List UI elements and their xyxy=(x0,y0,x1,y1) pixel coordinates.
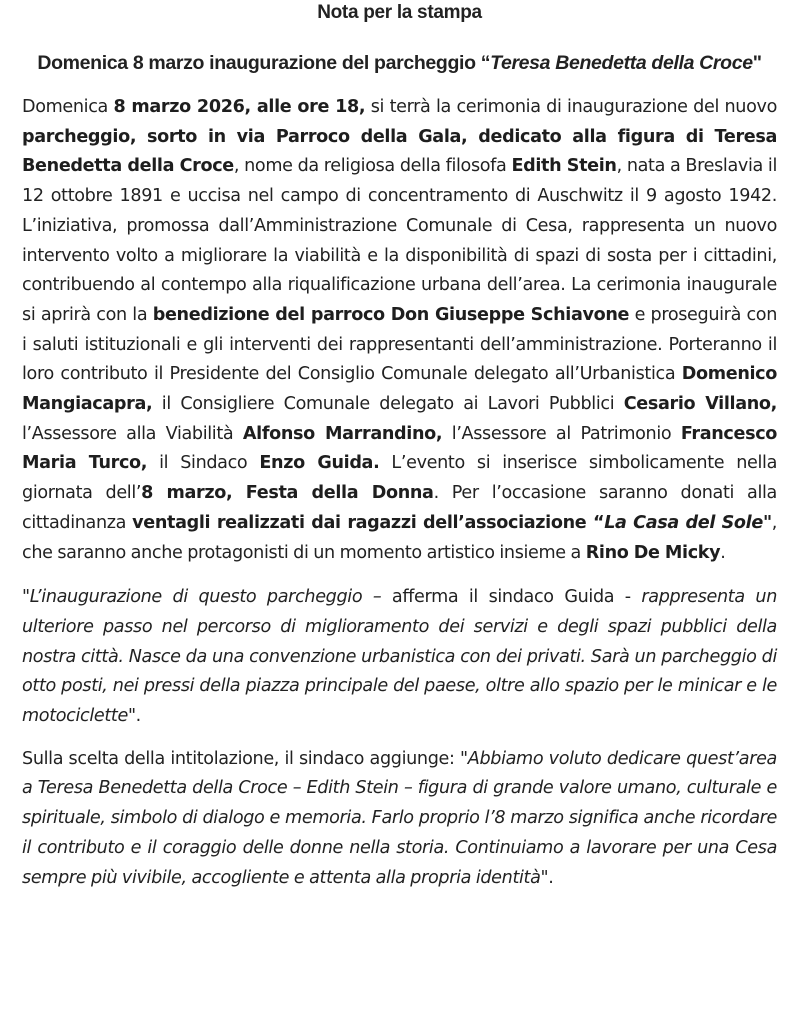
text-run: si terrà la cerimonia di inaugurazione del nuovo xyxy=(365,97,777,117)
bold-text-run: Alfonso Marrandino, xyxy=(242,423,443,444)
bold-text-run: parcheggio, sorto in via Parroco della Gala, dedicato alla figura di Teresa Benedetta della Croce xyxy=(22,126,777,177)
text-run: , nata a Breslavia il 12 ottobre 1891 e uccisa nel campo di concentramento di Auschwitz il 9 agosto 1942. L’iniziativa, promossa dall’Amministrazione Comunale di Cesa, rappresenta un nuovo intervento volto a migliorare la viabilità e la disponibilità di spazi di sosta per i cittadini, contribuendo al contempo alla riqualificazione urbana dell’area. La cerimonia inaugurale si aprirà con la xyxy=(22,156,777,325)
text-run: . Per l’occasione saranno donati alla cittadinanza xyxy=(22,483,777,533)
text-run: il Consigliere Comunale delegato ai Lavori Pubblici xyxy=(152,394,624,415)
bold-text-run: 8 marzo 2026, alle ore 18, xyxy=(113,97,366,117)
bold-text-run: " xyxy=(762,512,772,533)
text-run: . xyxy=(720,542,726,563)
bold-text-run: Rino De Micky xyxy=(585,542,721,563)
italic-text-run: L’inaugurazione di questo parcheggio – xyxy=(29,587,392,608)
text-run: " xyxy=(22,587,30,608)
document-label: Nota per la stampa xyxy=(317,2,482,23)
text-run: l’Assessore al Patrimonio xyxy=(442,423,681,444)
paragraph-mayor-quote xyxy=(22,583,777,732)
text-run: il Sindaco xyxy=(147,453,260,474)
text-run: , che saranno anche protagonisti di un momento artistico insieme a xyxy=(22,512,778,563)
text-run: l’Assessore alla Viabilità xyxy=(22,423,243,444)
headline-suffix: " xyxy=(752,52,762,74)
paragraph-dedication-quote xyxy=(22,745,777,894)
bold-text-run: La Casa del Sole xyxy=(604,512,763,533)
text-run: Domenica xyxy=(22,97,114,117)
italic-text-run: rappresenta un ulteriore passo nel percorso di miglioramento dei servizi e degli spazi pubblici della nostra città. Nasce da una convenzione urbanistica con dei privati. Sarà un parcheggio di otto posti, nei pressi della piazza principale del paese, oltre allo spazio per le minicar e le motociclette xyxy=(22,587,777,727)
bold-text-run: Cesario Villano, xyxy=(623,394,777,415)
italic-text-run: Abbiamo voluto dedicare quest’area a Teresa Benedetta della Croce – Edith Stein – figura di grande valore umano, culturale e spirituale, simbolo di dialogo e memoria. Farlo proprio l’8 marzo significa anche ricordare il contributo e il coraggio delle donne nella storia. Continuiamo a lavorare per una Cesa sempre più vivibile, accogliente e attenta alla propria identità xyxy=(22,748,777,888)
bold-text-run: Enzo Guida. xyxy=(259,453,380,474)
bold-text-run: benedizione del parroco Don Giuseppe Schiavone xyxy=(152,304,630,325)
text-run: afferma il sindaco Guida - xyxy=(391,587,642,608)
bold-text-run: Francesco Maria Turco, xyxy=(22,423,778,474)
text-run: Sulla scelta della intitolazione, il sindaco aggiunge: " xyxy=(22,748,468,769)
press-release-page xyxy=(22,0,777,893)
text-run: e proseguirà con i saluti istituzionali e gli interventi dei rappresentanti dell’amministrazione. Porteranno il loro contributo il Presidente del Consiglio Comunale delegato all’Urbanistica xyxy=(22,304,778,385)
paragraph-event-details xyxy=(22,93,777,568)
bold-text-run: Edith Stein xyxy=(511,156,617,177)
text-run: ". xyxy=(127,706,141,727)
headline-prefix: Domenica 8 marzo inaugurazione del parcheggio “ xyxy=(37,52,491,74)
text-run: L’evento si inserisce simbolicamente nella giornata dell’ xyxy=(22,453,778,504)
text-run: , nome da religiosa della filosofa xyxy=(233,156,512,177)
bold-text-run: Domenico Mangiacapra, xyxy=(22,364,777,415)
headline xyxy=(22,50,777,76)
headline-italic-name: Teresa Benedetta della Croce xyxy=(490,52,753,74)
bold-text-run: ventagli realizzati dai ragazzi dell’associazione “ xyxy=(132,512,605,533)
bold-text-run: 8 marzo, Festa della Donna xyxy=(141,483,434,504)
text-run: ". xyxy=(540,867,554,888)
